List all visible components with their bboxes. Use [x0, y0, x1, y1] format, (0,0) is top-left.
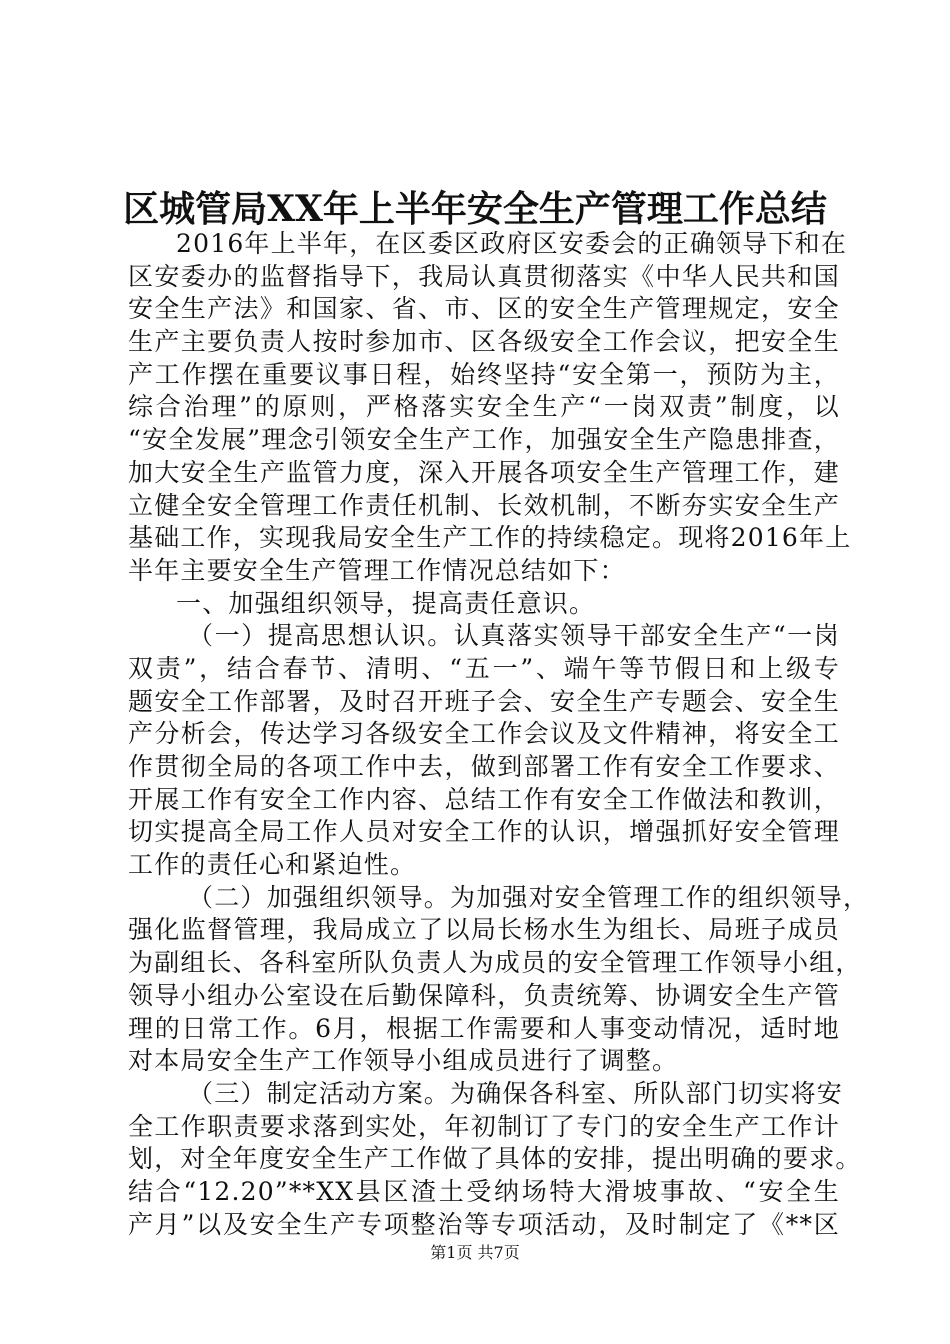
page-footer: 第1页 共7页	[430, 1243, 520, 1262]
text-line: 综合治理”的原则，严格落实安全生产“一岗双责”制度，以	[128, 392, 840, 422]
text-line: 安全生产法》和国家、省、市、区的安全生产管理规定，安全	[128, 294, 840, 324]
text-line: 2016年上半年，在区委区政府区安委会的正确领导下和在	[176, 229, 848, 258]
text-line: 对本局安全生产工作领导小组成员进行了调整。	[128, 1046, 679, 1076]
text-line: 划，对全年度安全生产工作做了具体的安排，提出明确的要求。	[128, 1144, 862, 1174]
document-title: 区城管局XX年上半年安全生产管理工作总结	[123, 188, 827, 230]
text-line: “安全发展”理念引领安全生产工作，加强安全生产隐患排查，	[128, 425, 840, 455]
text-line: （一）提高思想认识。认真落实领导干部安全生产“一岗	[188, 621, 840, 651]
text-line: 领导小组办公室设在后勤保障科，负责统筹、协调安全生产管	[128, 980, 840, 1010]
text-line: 区安委办的监督指导下，我局认真贯彻落实《中华人民共和国	[128, 261, 840, 291]
text-line: 为副组长、各科室所队负责人为成员的安全管理工作领导小组，	[128, 948, 862, 978]
text-line: 作贯彻全局的各项工作中去，做到部署工作有安全工作要求、	[128, 752, 840, 781]
text-line: 双责”，结合春节、清明、“五一”、端午等节假日和上级专	[128, 653, 840, 683]
text-line: 结合“12.20”**XX县区渣土受纳场特大滑坡事故、“安全生	[128, 1176, 840, 1206]
text-line: 切实提高全局工作人员对安全工作的认识，增强抓好安全管理	[128, 817, 840, 847]
text-line: 立健全安全管理工作责任机制、长效机制，不断夯实安全生产	[128, 490, 840, 520]
text-line: 加大安全生产监管力度，深入开展各项安全生产管理工作，建	[128, 457, 840, 487]
text-line: 开展工作有安全工作内容、总结工作有安全工作做法和教训，	[128, 784, 840, 814]
text-line: 工作的责任心和紧迫性。	[128, 850, 417, 880]
text-line: 产分析会，传达学习各级安全工作会议及文件精神，将安全工	[128, 719, 840, 749]
text-line: 半年主要安全生产管理工作情况总结如下：	[128, 555, 626, 585]
text-line: 全工作职责要求落到实处，年初制订了专门的安全生产工作计	[128, 1111, 840, 1141]
text-line: 产工作摆在重要议事日程，始终坚持“安全第一，预防为主，	[128, 359, 840, 389]
text-line: 生产主要负责人按时参加市、区各级安全工作会议，把安全生	[128, 327, 840, 357]
text-line: （三）制定活动方案。为确保各科室、所队部门切实将安	[188, 1078, 844, 1108]
text-line: 强化监督管理，我局成立了以局长杨水生为组长、局班子成员	[128, 915, 840, 945]
text-line: （二）加强组织领导。为加强对安全管理工作的组织领导，	[188, 882, 870, 912]
text-line: 题安全工作部署，及时召开班子会、安全生产专题会、安全生	[128, 686, 840, 716]
text-line: 理的日常工作。6月，根据工作需要和人事变动情况，适时地	[128, 1013, 840, 1043]
text-line: 基础工作，实现我局安全生产工作的持续稳定。现将2016年上	[128, 523, 852, 553]
text-line: 产月”以及安全生产专项整治等专项活动，及时制定了《**区	[128, 1209, 840, 1239]
document-body	[128, 228, 870, 1241]
text-line: 一、加强组织领导，提高责任意识。	[176, 588, 596, 618]
